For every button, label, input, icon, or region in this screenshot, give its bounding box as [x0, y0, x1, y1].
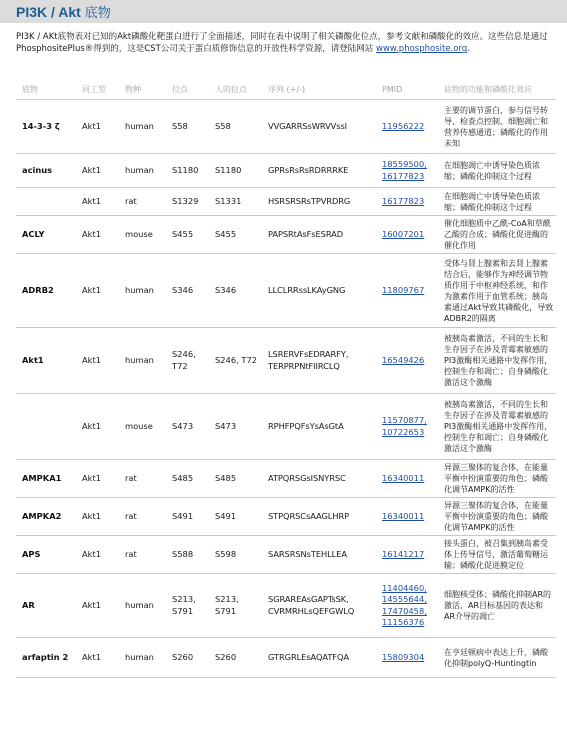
pmid-cell [376, 638, 438, 678]
pmid-link[interactable]: 17470458, [382, 605, 427, 616]
table-row [16, 498, 556, 536]
human-site-cell: S491 [209, 498, 262, 536]
species-cell: rat [119, 188, 166, 216]
substrate-cell: ACLY [16, 216, 76, 254]
sequence-cell: HSRSRSRsTPVRDRG [262, 188, 376, 216]
species-cell: human [119, 638, 166, 678]
table-row [16, 574, 556, 638]
human-site-cell: S1180 [209, 154, 262, 188]
substrate-table [16, 79, 556, 678]
pmid-link[interactable]: 16549426 [382, 354, 425, 365]
function-cell: 催化细胞质中乙酰-CoA和草酰乙酸的合成；磷酸化促进酶的催化作用 [438, 216, 556, 254]
pmid-cell [376, 154, 438, 188]
table-row [16, 460, 556, 498]
pmid-cell [376, 188, 438, 216]
sequence-cell: SGRAREAsGAPTsSK, CVRMRHLsQEFGWLQ [262, 574, 376, 638]
intro-text: PI3K / AKt底物表对已知的Akt磷酸化靶蛋白进行了全面描述，同时在表中说明了相关磷酸化位点，参考文献和磷酸化的效应。这些信息是通过PhosphositePlus®得到的，这是CST公司关于蛋白质修饰信息的开放性科学资源，请登陆网站 [16, 32, 548, 55]
substrate-cell: acinus [16, 154, 76, 188]
site-cell: S246, T72 [166, 328, 209, 394]
substrate-cell: AMPKA2 [16, 498, 76, 536]
sequence-cell: GPRsRsRsRDRRRKE [262, 154, 376, 188]
human-site-cell: S346 [209, 254, 262, 328]
function-cell: 被胰岛素激活，不同的生长和生存因子在涉及青霉素敏感的PI3激酶相关通路中发挥作用，控制生存和凋亡；自身磷酸化激活这个激酶 [438, 394, 556, 460]
sequence-cell: ATPQRSGsISNYRSC [262, 460, 376, 498]
human-site-cell: S1331 [209, 188, 262, 216]
pmid-cell [376, 216, 438, 254]
function-cell: 在亨廷顿病中表达上升，磷酸化抑制polyQ-Huntingtin [438, 638, 556, 678]
sequence-cell: GTRGRLEsAQATFQA [262, 638, 376, 678]
isoform-cell: Akt1 [76, 574, 119, 638]
pmid-cell [376, 254, 438, 328]
species-cell: human [119, 328, 166, 394]
species-cell: human [119, 100, 166, 154]
table-row [16, 188, 556, 216]
species-cell: rat [119, 460, 166, 498]
pmid-link[interactable]: 18559500, [382, 159, 427, 169]
table-row [16, 154, 556, 188]
species-cell: human [119, 154, 166, 188]
function-cell: 细胞核受体；磷酸化抑制AR的激活，AR目标基因的表达和AR介导的凋亡 [438, 574, 556, 638]
pmid-cell [376, 574, 438, 638]
table-header-row [16, 79, 556, 100]
pmid-link[interactable]: 11404460, [382, 582, 427, 593]
table-row [16, 328, 556, 394]
substrate-cell: ADRB2 [16, 254, 76, 328]
human-site-cell: S455 [209, 216, 262, 254]
human-site-cell: S473 [209, 394, 262, 460]
pmid-cell [376, 394, 438, 460]
header-site: 位点 [166, 79, 209, 100]
page-title-main: PI3K / Akt [16, 4, 81, 20]
pmid-link[interactable]: 16177823 [382, 195, 425, 206]
human-site-cell: S58 [209, 100, 262, 154]
isoform-cell: Akt1 [76, 254, 119, 328]
header-sequence: 序列 (+/-) [262, 79, 376, 100]
function-cell: 在细胞凋亡中诱导染色质浓缩；磷酸化抑制这个过程 [438, 154, 556, 188]
isoform-cell: Akt1 [76, 638, 119, 678]
pmid-link[interactable]: 16141217 [382, 548, 425, 559]
species-cell: rat [119, 498, 166, 536]
site-cell: S346 [166, 254, 209, 328]
human-site-cell: S260 [209, 638, 262, 678]
pmid-cell [376, 498, 438, 536]
pmid-link[interactable]: 14555644, [382, 594, 427, 604]
isoform-cell: Akt1 [76, 154, 119, 188]
page-title [16, 2, 111, 21]
function-cell: 异源三聚体的复合体，在能量平衡中扮演重要的角色；磷酸化调节AMPK的活性 [438, 498, 556, 536]
sequence-cell: SARSRSNsTEHLLEA [262, 536, 376, 574]
site-cell: S473 [166, 394, 209, 460]
pmid-link[interactable]: 16340011 [382, 472, 425, 483]
substrate-cell [16, 394, 76, 460]
sequence-cell: LLCLRRssLKAyGNG [262, 254, 376, 328]
intro-suffix: . [467, 44, 470, 55]
pmid-cell [376, 100, 438, 154]
site-cell: S260 [166, 638, 209, 678]
isoform-cell: Akt1 [76, 460, 119, 498]
sequence-cell: STPQRSCsAAGLHRP [262, 498, 376, 536]
site-cell: S491 [166, 498, 209, 536]
table-row [16, 394, 556, 460]
substrate-cell: APS [16, 536, 76, 574]
substrate-cell: AMPKA1 [16, 460, 76, 498]
human-site-cell: S485 [209, 460, 262, 498]
table-row [16, 536, 556, 574]
pmid-link[interactable]: 11156376 [382, 617, 425, 627]
pmid-link[interactable]: 16007201 [382, 228, 425, 239]
header-substrate: 底物 [16, 79, 76, 100]
table-body [16, 100, 556, 678]
sequence-cell: RPHFPQFsYsAsGtA [262, 394, 376, 460]
pmid-cell [376, 460, 438, 498]
header-pmid: PMID [376, 79, 438, 100]
function-cell: 接头蛋白，被召集到胰岛素受体上传导信号，激活葡萄糖运输；磷酸化促进膜定位 [438, 536, 556, 574]
substrate-cell: Akt1 [16, 328, 76, 394]
isoform-cell: Akt1 [76, 216, 119, 254]
site-cell: S588 [166, 536, 209, 574]
isoform-cell: Akt1 [76, 498, 119, 536]
site-cell: S213, S791 [166, 574, 209, 638]
table-row [16, 216, 556, 254]
human-site-cell: S213, S791 [209, 574, 262, 638]
isoform-cell: Akt1 [76, 536, 119, 574]
header-human-site: 人的位点 [209, 79, 262, 100]
site-cell: S455 [166, 216, 209, 254]
pmid-link[interactable]: 15809304 [382, 651, 425, 662]
pmid-link[interactable]: 16177823 [382, 170, 425, 181]
pmid-link[interactable]: 16340011 [382, 510, 425, 521]
pmid-link[interactable]: 11570877, [382, 415, 427, 425]
species-cell: mouse [119, 216, 166, 254]
site-cell: S1180 [166, 154, 209, 188]
pmid-link[interactable]: 11809767 [382, 284, 425, 295]
function-cell: 主要的调节蛋白，参与信号转导、检查点控制、细胞凋亡和营养传感通道；磷酸化的作用未知 [438, 100, 556, 154]
pmid-cell [376, 328, 438, 394]
page-title-cn: 底物 [84, 6, 111, 21]
header-function: 底物的功能和磷酸化效应 [438, 79, 556, 100]
pmid-link[interactable]: 10722653 [382, 426, 425, 437]
function-cell: 在细胞凋亡中诱导染色质浓缩；磷酸化抑制这个过程 [438, 188, 556, 216]
substrate-cell: arfaptin 2 [16, 638, 76, 678]
header-isoform: 同工型 [76, 79, 119, 100]
site-cell: S1329 [166, 188, 209, 216]
site-cell: S58 [166, 100, 209, 154]
substrate-cell [16, 188, 76, 216]
substrate-cell: 14-3-3 ζ [16, 100, 76, 154]
function-cell: 被胰岛素激活，不同的生长和生存因子在涉及青霉素敏感的PI3激酶相关通路中发挥作用，控制生存和凋亡；自身磷酸化激活这个激酶 [438, 328, 556, 394]
species-cell: human [119, 254, 166, 328]
sequence-cell: LSRERVFsEDRARFY, TERPRPNtFIIRCLQ [262, 328, 376, 394]
pmid-link[interactable]: 11956222 [382, 120, 425, 131]
table-row [16, 100, 556, 154]
human-site-cell: S598 [209, 536, 262, 574]
species-cell: human [119, 574, 166, 638]
intro-paragraph [16, 31, 556, 55]
isoform-cell: Akt1 [76, 394, 119, 460]
site-cell: S485 [166, 460, 209, 498]
species-cell: mouse [119, 394, 166, 460]
isoform-cell: Akt1 [76, 188, 119, 216]
isoform-cell: Akt1 [76, 100, 119, 154]
substrate-cell: AR [16, 574, 76, 638]
table-row [16, 254, 556, 328]
function-cell: 受体与肾上腺素和去肾上腺素结合后，能够作为神经调节物质作用于中枢神经系统，和作为激素作用于血管系统；胰岛素通过Akt导致其磷酸化，导致ADBR2的隔离 [438, 254, 556, 328]
pmid-cell [376, 536, 438, 574]
header-species: 物种 [119, 79, 166, 100]
sequence-cell: VVGARRSsWRVVssI [262, 100, 376, 154]
title-bar [0, 0, 567, 23]
isoform-cell: Akt1 [76, 328, 119, 394]
human-site-cell: S246, T72 [209, 328, 262, 394]
species-cell: rat [119, 536, 166, 574]
table-row [16, 638, 556, 678]
sequence-cell: PAPSRtAsFsESRAD [262, 216, 376, 254]
phosphosite-link[interactable]: www.phosphosite.org [376, 44, 468, 55]
function-cell: 异源三聚体的复合体，在能量平衡中扮演重要的角色；磷酸化调节AMPK的活性 [438, 460, 556, 498]
